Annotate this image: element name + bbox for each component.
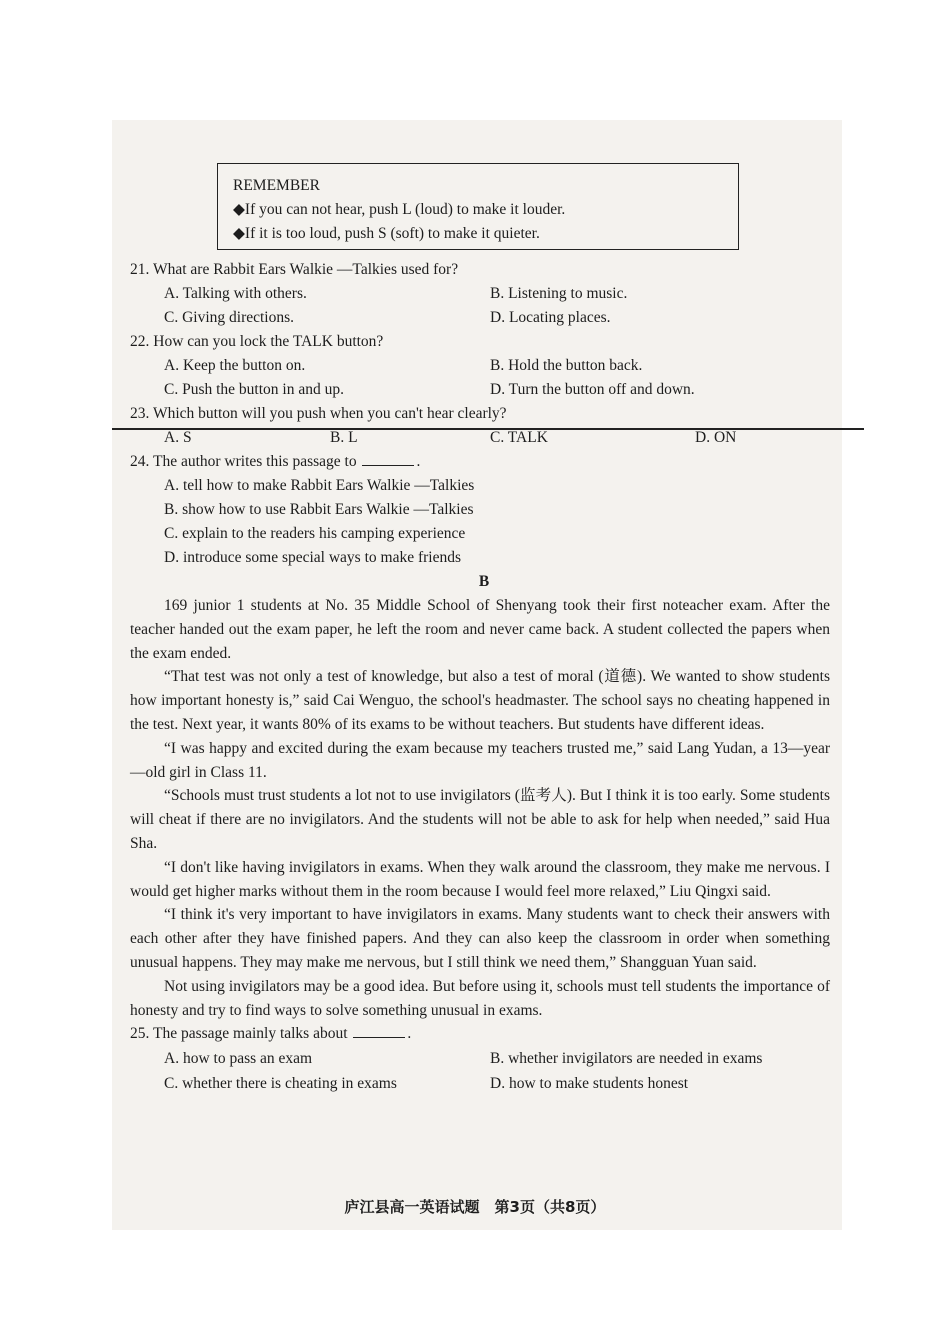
question-25-option-c: C. whether there is cheating in exams xyxy=(164,1075,397,1093)
question-22-option-d: D. Turn the button off and down. xyxy=(490,381,695,398)
question-24-option-b: B. show how to use Rabbit Ears Walkie —Talkies xyxy=(164,501,474,518)
question-23-option-c: C. TALK xyxy=(490,429,548,446)
question-21-option-d: D. Locating places. xyxy=(490,309,611,326)
question-23-option-d: D. ON xyxy=(695,429,737,446)
question-21-option-a: A. Talking with others. xyxy=(164,285,307,302)
passage-paragraph: 169 junior 1 students at No. 35 Middle School of Shenyang took their first noteacher exam. After the teacher handed out the exam paper, he left the room and never came back. A student collected the papers when the exam ended. xyxy=(130,597,830,662)
question-24-row-b xyxy=(130,498,830,522)
question-25-row-2 xyxy=(130,1071,830,1096)
section-b-title: B xyxy=(478,573,490,590)
question-21-row-2 xyxy=(130,306,830,330)
question-25-stem-end: . xyxy=(407,1025,412,1043)
question-24-option-d: D. introduce some special ways to make friends xyxy=(164,549,461,566)
question-21-option-b: B. Listening to music. xyxy=(490,285,628,302)
question-25-option-a: A. how to pass an exam xyxy=(164,1050,313,1068)
remember-title: REMEMBER xyxy=(233,177,320,194)
question-23-stem: 23. Which button will you push when you can't hear clearly? xyxy=(130,405,507,422)
questions-content xyxy=(130,258,830,1096)
question-21-row-1 xyxy=(130,282,830,306)
answer-blank xyxy=(362,451,414,466)
question-24-row-c xyxy=(130,522,830,546)
question-22-stem: 22. How can you lock the TALK button? xyxy=(130,333,384,350)
question-24-stem-end: . xyxy=(416,453,421,470)
question-24-option-c: C. explain to the readers his camping experience xyxy=(164,525,466,542)
question-22-option-c: C. Push the button in and up. xyxy=(164,381,344,398)
passage-paragraph: Not using invigilators may be a good idea. But before using it, schools must tell students the importance of honesty and try to find ways to solve something unusual in exams. xyxy=(130,977,830,1019)
remember-bullet-1: ◆If you can not hear, push L (loud) to make it louder. xyxy=(233,201,566,218)
passage-paragraph: “I was happy and excited during the exam because my teachers trusted me,” said Lang Yudan, a 13—year—old girl in Class 11. xyxy=(130,739,830,781)
passage-paragraph: “I think it's very important to have invigilators in exams. Many students want to check their answers with each other after they have finished papers. And they can also keep the classroom in order when something unusual happens. They may make me nervous, but I still think we need them,” Shangguan Yuan said. xyxy=(130,906,830,971)
question-24-stem-text: 24. The author writes this passage to xyxy=(130,453,357,470)
passage-paragraph: “Schools must trust students a lot not to use invigilators (监考人). But I think it is too early. Some students will cheat if there are no invigilators. And the students will not be able to ask for help when needed,” said Hua Sha. xyxy=(130,787,830,852)
remember-box xyxy=(217,163,739,250)
question-25-option-b: B. whether invigilators are needed in exams xyxy=(490,1050,763,1068)
question-25-option-d: D. how to make students honest xyxy=(490,1075,689,1093)
question-23-option-a: A. S xyxy=(164,429,192,446)
page-footer: 庐江县高一英语试题 第3页（共8页） xyxy=(344,1198,606,1216)
question-23-row xyxy=(130,426,830,450)
question-25-row-1 xyxy=(130,1046,830,1071)
question-25-stem-text: 25. The passage mainly talks about xyxy=(130,1025,348,1043)
question-22-option-a: A. Keep the button on. xyxy=(164,357,306,374)
question-22-row-2 xyxy=(130,378,830,402)
question-21-stem: 21. What are Rabbit Ears Walkie —Talkies used for? xyxy=(130,261,459,278)
question-24-stem xyxy=(130,450,830,474)
question-23-option-b: B. L xyxy=(330,429,358,446)
question-24-row-d xyxy=(130,546,830,570)
question-22-option-b: B. Hold the button back. xyxy=(490,357,643,374)
passage-paragraph: “That test was not only a test of knowledge, but also a test of moral (道德). We wanted to show students how important honesty is,” said Cai Wenguo, the school's headmaster. The school says no cheating happened in the test. Next year, it wants 80% of its exams to be without teachers. But students have different ideas. xyxy=(130,668,830,733)
answer-blank xyxy=(353,1023,405,1038)
question-24-option-a: A. tell how to make Rabbit Ears Walkie —Talkies xyxy=(164,477,475,494)
question-22-row-1 xyxy=(130,354,830,378)
remember-bullet-2: ◆If it is too loud, push S (soft) to make it quieter. xyxy=(233,225,540,242)
question-24-row-a xyxy=(130,474,830,498)
passage-paragraph: “I don't like having invigilators in exams. When they walk around the classroom, they make me nervous. I would get higher marks without them in the room because I would feel more relaxed,” Liu Qingxi said. xyxy=(130,858,830,900)
question-21-option-c: C. Giving directions. xyxy=(164,309,295,326)
question-25-stem xyxy=(130,1022,830,1046)
